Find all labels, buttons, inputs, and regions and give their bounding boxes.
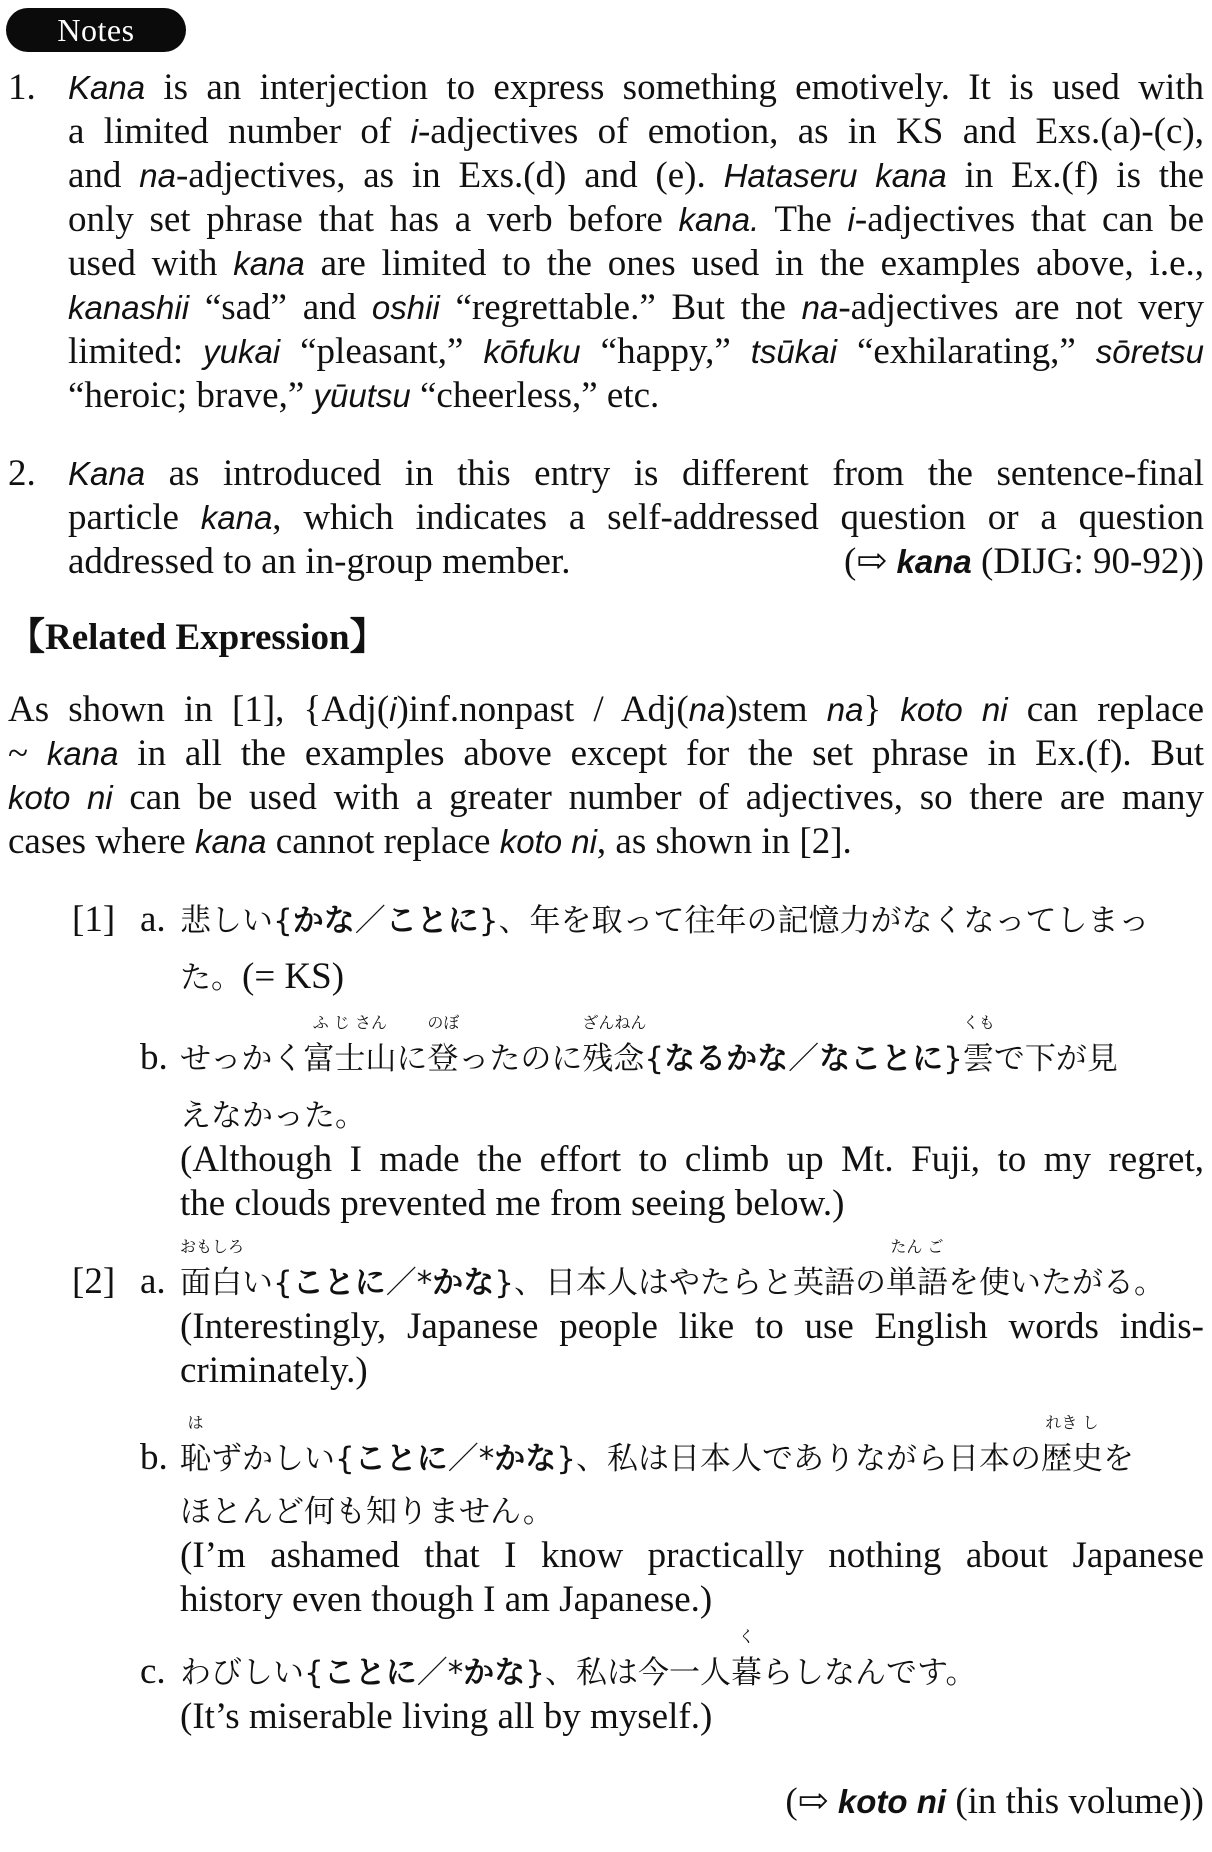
text-line xyxy=(68,286,1204,330)
text-segment: に xyxy=(396,1041,428,1077)
text-segment: koto ni xyxy=(837,1783,947,1820)
text-segment: } xyxy=(943,1041,963,1077)
text-segment: “cheerless,” etc. xyxy=(410,375,660,416)
text-segment: ／* xyxy=(416,1655,464,1691)
ruby-base: 歴史 xyxy=(1040,1441,1103,1477)
ruby-word xyxy=(180,1413,211,1481)
text-segment: addressed to an in-group member. xyxy=(68,541,571,582)
example-text xyxy=(180,1237,1204,1393)
text-segment: are limited to the ones used in the examples above, i.e., xyxy=(304,243,1204,284)
english-translation: (I’m ashamed that I know practically nothing about Japanese xyxy=(180,1535,1204,1576)
furigana: く xyxy=(738,1627,755,1646)
text-segment: Hataseru kana xyxy=(723,157,947,194)
text-segment: ／* xyxy=(385,1265,433,1301)
text-line xyxy=(68,154,1204,198)
text-line xyxy=(68,110,1204,154)
text-line xyxy=(8,732,1204,776)
text-segment: ことに xyxy=(385,903,479,939)
text-segment: sōretsu xyxy=(1095,333,1204,370)
text-segment: ~ xyxy=(8,733,47,774)
text-segment: かな xyxy=(494,1441,557,1477)
ruby-word xyxy=(885,1237,948,1305)
text-segment: ずかしい{ xyxy=(211,1441,355,1477)
ruby-base: 恥 xyxy=(180,1441,211,1477)
ruby-base: 残念 xyxy=(582,1041,645,1077)
text-segment: (= KS) xyxy=(242,956,345,997)
text-segment: na xyxy=(826,691,864,728)
ruby-base: 雲 xyxy=(962,1041,994,1077)
example-text xyxy=(180,1627,1204,1739)
text-segment: kana xyxy=(233,245,305,282)
text-segment: kōfuku xyxy=(483,333,581,370)
text-segment: -adjectives of emotion, as in KS and Exs.(a)-(c), xyxy=(417,111,1204,152)
japanese-line xyxy=(180,1627,1204,1695)
text-segment: “pleasant,” xyxy=(280,331,484,372)
text-line xyxy=(68,452,1204,496)
text-segment: }、年を取って往年の記憶力がなくなってしまっ xyxy=(478,903,1150,939)
japanese-line xyxy=(180,1237,1204,1305)
example-sub-label: c. xyxy=(140,1651,166,1692)
english-translation: (Interestingly, Japanese people like to use English words indis- xyxy=(180,1306,1204,1347)
text-segment: Kana xyxy=(68,69,146,106)
text-segment: koto ni xyxy=(499,823,597,860)
furigana: ざんねん xyxy=(582,1013,647,1032)
text-segment: ったのに xyxy=(458,1041,583,1077)
text-segment: particle xyxy=(68,497,201,538)
text-segment: can be used with a greater number of adjectives, so there are many xyxy=(112,777,1204,818)
text-segment: “happy,” xyxy=(580,331,751,372)
english-translation: the clouds prevented me from seeing below.) xyxy=(180,1183,845,1224)
ruby-word xyxy=(962,1013,995,1081)
japanese-line xyxy=(180,898,1204,943)
text-segment: ことに xyxy=(323,1655,417,1691)
japanese-line xyxy=(180,955,1204,1000)
text-segment: tsūkai xyxy=(750,333,837,370)
text-segment: i xyxy=(410,113,418,150)
text-line xyxy=(68,242,1204,286)
ruby-base: 単語 xyxy=(885,1265,948,1301)
text-segment: , which indicates a self-addressed question or a question xyxy=(272,497,1204,538)
text-segment: た。 xyxy=(180,960,242,996)
text-segment: The xyxy=(759,199,848,240)
text-segment: kana. xyxy=(678,201,760,238)
text-segment: yukai xyxy=(203,333,281,370)
text-segment: kanashii xyxy=(68,289,190,326)
notes-label: Notes xyxy=(6,8,186,52)
text-segment: えなかった。 xyxy=(180,1098,366,1134)
text-segment: -adjectives are not very xyxy=(838,287,1204,328)
text-segment: }、私は日本人でありながら日本の xyxy=(556,1441,1041,1477)
text-segment: cases where xyxy=(8,821,195,862)
text-segment: かな xyxy=(292,903,355,939)
text-segment: ／* xyxy=(447,1441,495,1477)
furigana: たん ご xyxy=(890,1237,944,1256)
text-segment: を使いたがる。 xyxy=(947,1265,1165,1301)
section-heading: 【Related Expression】 xyxy=(8,617,387,658)
furigana: ふ じ さん xyxy=(312,1013,387,1032)
english-translation: criminately.) xyxy=(180,1350,368,1391)
ruby-word xyxy=(582,1013,647,1081)
text-segment: い{ xyxy=(242,1265,293,1301)
text-segment: { xyxy=(644,1041,665,1077)
text-segment: koto ni xyxy=(8,779,113,816)
text-segment: }、私は今一人 xyxy=(525,1655,731,1691)
text-segment: わびしい{ xyxy=(180,1655,324,1691)
text-segment: kana xyxy=(194,823,267,860)
text-segment: ことに xyxy=(354,1441,448,1477)
text-segment: “sad” and xyxy=(189,287,372,328)
text-segment: ほとんど何も知りません。 xyxy=(180,1494,554,1530)
ruby-word xyxy=(1040,1413,1103,1481)
example-sub-label: a. xyxy=(140,899,166,940)
text-segment: (⇨ xyxy=(785,1781,838,1822)
text-segment: } xyxy=(863,689,901,730)
text-segment: as introduced in this entry is different from the sentence-final xyxy=(145,453,1204,494)
text-segment: せっかく xyxy=(180,1041,304,1077)
note-number: 1. xyxy=(8,67,36,108)
text-segment: , as shown in [2]. xyxy=(596,821,852,862)
english-translation: history even though I am Japanese.) xyxy=(180,1579,713,1620)
text-segment: なるかな xyxy=(664,1041,789,1077)
english-translation: (It’s miserable living all by myself.) xyxy=(180,1696,713,1737)
japanese-line xyxy=(180,1013,1204,1081)
text-segment: kana xyxy=(46,735,119,772)
note-number: 2. xyxy=(8,453,36,494)
ruby-base: 暮 xyxy=(730,1655,762,1691)
text-segment: i xyxy=(847,201,855,238)
text-segment: -adjectives, as in Exs.(d) and (e). xyxy=(175,155,724,196)
furigana: は xyxy=(187,1413,204,1432)
text-segment: らしなんです。 xyxy=(761,1655,977,1691)
example-label: [1] xyxy=(72,899,116,940)
text-segment: in Ex.(f) is the xyxy=(946,155,1204,196)
example-text xyxy=(180,1013,1204,1226)
text-segment: 悲しい{ xyxy=(180,903,293,939)
cross-reference xyxy=(785,1780,1204,1824)
text-segment: cannot replace xyxy=(266,821,500,862)
japanese-line xyxy=(180,1093,1204,1138)
text-line xyxy=(68,66,1204,110)
note-body xyxy=(68,66,1204,418)
text-segment: na xyxy=(688,691,726,728)
text-segment: only set phrase that has a verb before xyxy=(68,199,679,240)
text-segment: )inf.nonpast / Adj( xyxy=(396,689,689,730)
text-segment: can replace xyxy=(1007,689,1204,730)
text-segment: a limited number of xyxy=(68,111,411,152)
text-segment: koto ni xyxy=(900,691,1008,728)
text-line xyxy=(68,198,1204,242)
example-sub-label: b. xyxy=(140,1037,168,1078)
text-segment: limited: xyxy=(68,331,204,372)
japanese-line xyxy=(180,1413,1204,1481)
text-segment: and xyxy=(68,155,140,196)
text-segment: As shown in [1], {Adj( xyxy=(8,689,390,730)
text-segment: na xyxy=(139,157,176,194)
text-segment: oshii xyxy=(371,289,440,326)
text-segment: kana xyxy=(896,543,972,580)
ruby-word xyxy=(730,1627,762,1695)
text-segment: na xyxy=(801,289,839,326)
ruby-word xyxy=(303,1013,397,1081)
text-segment: かな xyxy=(432,1265,495,1301)
example-label: [2] xyxy=(72,1261,116,1302)
text-segment: で下が見 xyxy=(993,1041,1118,1077)
text-segment: -adjectives that can be xyxy=(854,199,1205,240)
text-segment: kana xyxy=(200,499,273,536)
japanese-line xyxy=(180,1489,1204,1534)
text-line xyxy=(8,820,1204,864)
example-sub-label: a. xyxy=(140,1261,166,1302)
text-segment: )stem xyxy=(725,689,827,730)
text-line xyxy=(8,776,1204,820)
text-segment: “exhilarating,” xyxy=(836,331,1096,372)
text-segment: なことに xyxy=(819,1041,944,1077)
text-segment: Kana xyxy=(68,455,146,492)
text-line xyxy=(68,330,1204,374)
text-segment: (⇨ xyxy=(843,541,897,582)
text-segment: used with xyxy=(68,243,234,284)
text-segment: (in this volume)) xyxy=(946,1781,1204,1822)
text-line xyxy=(68,496,1204,540)
ruby-word xyxy=(427,1013,460,1081)
furigana: のぼ xyxy=(427,1013,460,1032)
ruby-base: 登 xyxy=(427,1041,459,1077)
example-text xyxy=(180,898,1204,1000)
text-line xyxy=(8,688,1204,732)
text-segment: “regrettable.” But the xyxy=(439,287,802,328)
text-segment: is an interjection to express something emotively. It is used with xyxy=(145,67,1204,108)
text-segment: i xyxy=(389,691,397,728)
text-segment: かな xyxy=(463,1655,526,1691)
text-segment: “heroic; brave,” xyxy=(68,375,314,416)
example-sub-label: b. xyxy=(140,1437,168,1478)
text-segment: (DIJG: 90-92)) xyxy=(971,541,1204,582)
furigana: れき し xyxy=(1045,1413,1099,1432)
example-text xyxy=(180,1413,1204,1622)
furigana: おもしろ xyxy=(180,1237,245,1256)
ruby-word xyxy=(180,1237,245,1305)
text-segment: ／ xyxy=(354,903,386,939)
furigana: くも xyxy=(962,1013,995,1032)
english-translation: (Although I made the effort to climb up Mt. Fuji, to my regret, xyxy=(180,1139,1204,1180)
text-segment: in all the examples above except for the set phrase in Ex.(f). But xyxy=(118,733,1204,774)
text-line xyxy=(68,374,1204,418)
related-paragraph xyxy=(8,688,1204,864)
text-segment: ことに xyxy=(292,1265,386,1301)
text-segment: ／ xyxy=(788,1041,820,1077)
text-segment: }、日本人はやたらと英語の xyxy=(494,1265,886,1301)
ruby-base: 富士山 xyxy=(303,1041,397,1077)
text-segment: を xyxy=(1102,1441,1134,1477)
cross-reference xyxy=(844,540,1204,584)
text-segment: yūutsu xyxy=(313,377,411,414)
ruby-base: 面白 xyxy=(180,1265,242,1301)
